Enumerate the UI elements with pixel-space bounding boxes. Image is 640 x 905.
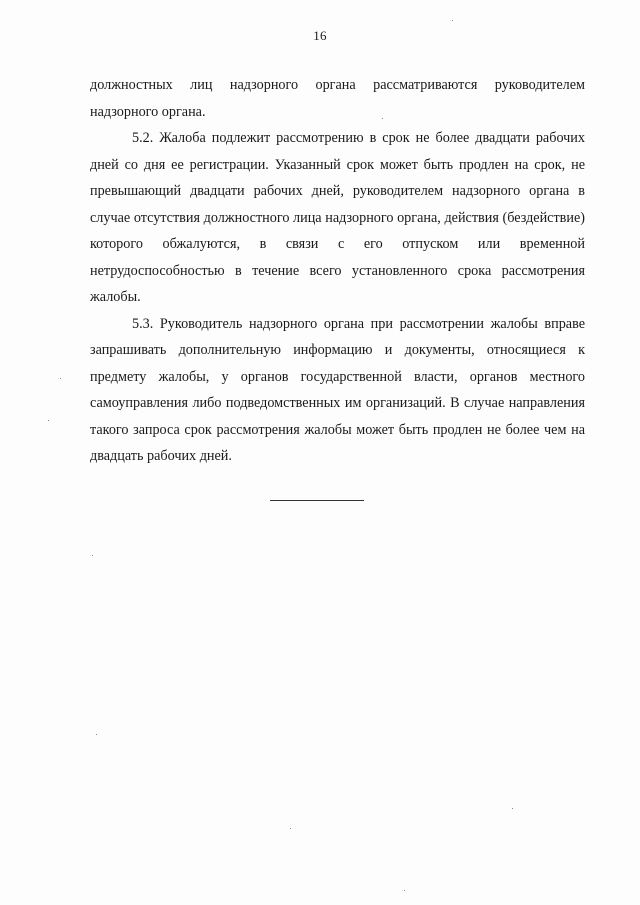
- paragraph-section-5-3: 5.3. Руководитель надзорного органа при рассмотрении жалобы вправе запрашивать дополнительную информацию и документы, относящиеся к предмету жалобы, у органов государственной власти, органов местного самоуправления либо подведомственных им организаций. В случае направления такого запроса срок рассмотрения жалобы может быть продлен не более чем на двадцать рабочих дней.: [90, 315, 585, 464]
- scan-speck: [48, 420, 49, 421]
- end-separator-line: [270, 500, 364, 501]
- scan-speck: [290, 828, 291, 829]
- scan-speck: [404, 890, 405, 891]
- scan-speck: [452, 20, 453, 21]
- scan-speck: [382, 118, 383, 119]
- scan-speck: [60, 378, 61, 379]
- page-number: 16: [313, 28, 327, 43]
- paragraph-section-5-2: 5.2. Жалоба подлежит рассмотрению в срок не более двадцати рабочих дней со дня ее регистрации. Указанный срок может быть продлен на срок, не превышающий двадцати рабочих дней, руководителем надзорного органа в случае отсутствия должностного лица надзорного органа, действия (бездействие) которого обжалуются, в связи с его отпуском или временной нетрудоспособностью в течение всего установленного срока рассмотрения жалобы.: [90, 130, 585, 305]
- document-body: [90, 72, 585, 470]
- scan-speck: [96, 734, 97, 735]
- scan-speck: [512, 808, 513, 809]
- scan-speck: [92, 555, 93, 556]
- paragraph-continuation: должностных лиц надзорного органа рассматриваются руководителем надзорного органа.: [90, 77, 585, 120]
